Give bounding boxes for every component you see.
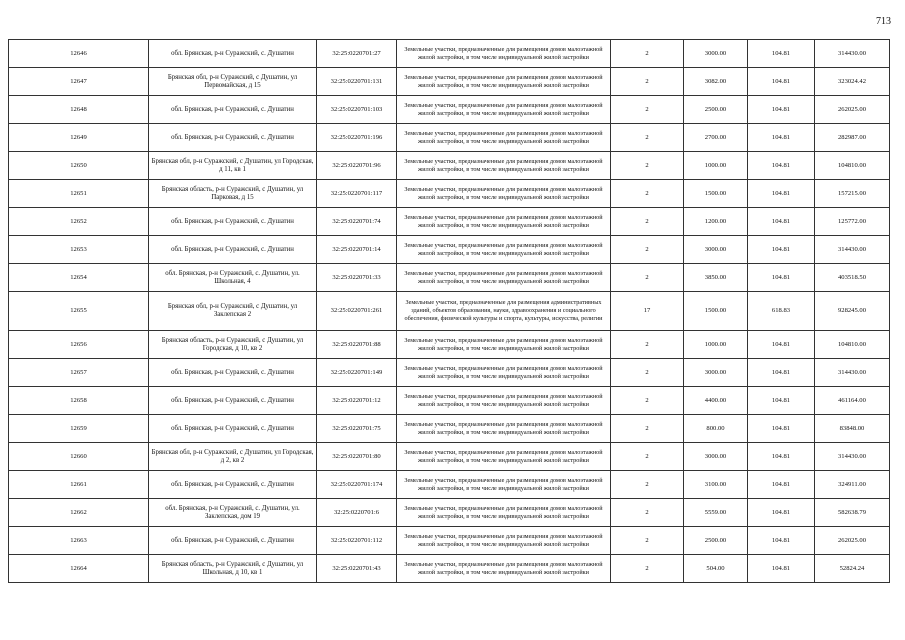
area-cell: 4400.00 bbox=[684, 387, 748, 415]
area-cell: 1000.00 bbox=[684, 152, 748, 180]
cadastral-number-cell: 32:25:0220701:174 bbox=[317, 471, 397, 499]
address-cell: Брянская обл, р-н Суражский, с Душатин, ул Заклепская 2 bbox=[149, 292, 317, 331]
cadastral-value-cell: 324911.00 bbox=[815, 471, 890, 499]
area-cell: 1200.00 bbox=[684, 208, 748, 236]
cadastral-number-cell: 32:25:0220701:149 bbox=[317, 359, 397, 387]
specific-value-cell: 618.83 bbox=[748, 292, 815, 331]
area-cell: 2500.00 bbox=[684, 527, 748, 555]
table-row bbox=[9, 40, 890, 68]
page-number: 713 bbox=[876, 16, 891, 27]
area-cell: 1000.00 bbox=[684, 331, 748, 359]
category-code-cell: 2 bbox=[611, 96, 684, 124]
row-number: 12657 bbox=[9, 359, 149, 387]
cadastral-value-cell: 157215.00 bbox=[815, 180, 890, 208]
specific-value-cell: 104.81 bbox=[748, 236, 815, 264]
address-cell: Брянская обл, р-н Суражский, с Душатин, ул Первомайская, д 15 bbox=[149, 68, 317, 96]
table-row bbox=[9, 415, 890, 443]
registry-table bbox=[8, 39, 890, 583]
cadastral-value-cell: 83848.00 bbox=[815, 415, 890, 443]
category-code-cell: 2 bbox=[611, 527, 684, 555]
area-cell: 1500.00 bbox=[684, 180, 748, 208]
land-use-type-cell: Земельные участки, предназначенные для размещения домов малоэтажной жилой застройки, в том числе индивидуальной жилой застройки bbox=[397, 40, 611, 68]
cadastral-value-cell: 323024.42 bbox=[815, 68, 890, 96]
row-number: 12653 bbox=[9, 236, 149, 264]
area-cell: 3000.00 bbox=[684, 443, 748, 471]
cadastral-value-cell: 282987.00 bbox=[815, 124, 890, 152]
specific-value-cell: 104.81 bbox=[748, 415, 815, 443]
category-code-cell: 2 bbox=[611, 359, 684, 387]
row-number: 12646 bbox=[9, 40, 149, 68]
table-row bbox=[9, 124, 890, 152]
category-code-cell: 2 bbox=[611, 471, 684, 499]
specific-value-cell: 104.81 bbox=[748, 40, 815, 68]
area-cell: 2500.00 bbox=[684, 96, 748, 124]
table-row bbox=[9, 527, 890, 555]
land-use-type-cell: Земельные участки, предназначенные для размещения домов малоэтажной жилой застройки, в том числе индивидуальной жилой застройки bbox=[397, 527, 611, 555]
address-cell: обл. Брянская, р-н Суражский, с. Душатин bbox=[149, 471, 317, 499]
category-code-cell: 2 bbox=[611, 387, 684, 415]
category-code-cell: 2 bbox=[611, 180, 684, 208]
table-row bbox=[9, 359, 890, 387]
cadastral-number-cell: 32:25:0220701:131 bbox=[317, 68, 397, 96]
row-number: 12662 bbox=[9, 499, 149, 527]
address-cell: обл. Брянская, р-н Суражский, с. Душатин bbox=[149, 40, 317, 68]
table-row bbox=[9, 387, 890, 415]
area-cell: 3000.00 bbox=[684, 40, 748, 68]
cadastral-number-cell: 32:25:0220701:261 bbox=[317, 292, 397, 331]
land-use-type-cell: Земельные участки, предназначенные для размещения домов малоэтажной жилой застройки, в том числе индивидуальной жилой застройки bbox=[397, 68, 611, 96]
specific-value-cell: 104.81 bbox=[748, 96, 815, 124]
land-use-type-cell: Земельные участки, предназначенные для размещения домов малоэтажной жилой застройки, в том числе индивидуальной жилой застройки bbox=[397, 208, 611, 236]
category-code-cell: 2 bbox=[611, 236, 684, 264]
cadastral-value-cell: 582638.79 bbox=[815, 499, 890, 527]
specific-value-cell: 104.81 bbox=[748, 499, 815, 527]
address-cell: обл. Брянская, р-н Суражский, с. Душатин bbox=[149, 415, 317, 443]
area-cell: 504.00 bbox=[684, 555, 748, 583]
table-row bbox=[9, 96, 890, 124]
cadastral-value-cell: 461164.00 bbox=[815, 387, 890, 415]
land-use-type-cell: Земельные участки, предназначенные для размещения домов малоэтажной жилой застройки, в том числе индивидуальной жилой застройки bbox=[397, 499, 611, 527]
specific-value-cell: 104.81 bbox=[748, 152, 815, 180]
specific-value-cell: 104.81 bbox=[748, 124, 815, 152]
address-cell: обл. Брянская, р-н Суражский, с. Душатин, ул. Заклепская, дом 19 bbox=[149, 499, 317, 527]
area-cell: 3850.00 bbox=[684, 264, 748, 292]
table-row bbox=[9, 443, 890, 471]
land-use-type-cell: Земельные участки, предназначенные для размещения домов малоэтажной жилой застройки, в том числе индивидуальной жилой застройки bbox=[397, 180, 611, 208]
cadastral-value-cell: 314430.00 bbox=[815, 359, 890, 387]
area-cell: 2700.00 bbox=[684, 124, 748, 152]
specific-value-cell: 104.81 bbox=[748, 264, 815, 292]
table-row bbox=[9, 499, 890, 527]
cadastral-value-cell: 104810.00 bbox=[815, 331, 890, 359]
table-row bbox=[9, 152, 890, 180]
land-use-type-cell: Земельные участки, предназначенные для размещения административных зданий, объектов образования, науки, здравоохранения и социального обеспечения, физической культуры и спорта, культуры, искусства, религии bbox=[397, 292, 611, 331]
category-code-cell: 2 bbox=[611, 40, 684, 68]
category-code-cell: 2 bbox=[611, 331, 684, 359]
cadastral-number-cell: 32:25:0220701:43 bbox=[317, 555, 397, 583]
table-row bbox=[9, 264, 890, 292]
area-cell: 3082.00 bbox=[684, 68, 748, 96]
specific-value-cell: 104.81 bbox=[748, 443, 815, 471]
address-cell: Брянская обл, р-н Суражский, с Душатин, ул Городская, д 11, кв 1 bbox=[149, 152, 317, 180]
land-use-type-cell: Земельные участки, предназначенные для размещения домов малоэтажной жилой застройки, в том числе индивидуальной жилой застройки bbox=[397, 96, 611, 124]
category-code-cell: 2 bbox=[611, 443, 684, 471]
row-number: 12659 bbox=[9, 415, 149, 443]
specific-value-cell: 104.81 bbox=[748, 68, 815, 96]
land-use-type-cell: Земельные участки, предназначенные для размещения домов малоэтажной жилой застройки, в том числе индивидуальной жилой застройки bbox=[397, 471, 611, 499]
row-number: 12658 bbox=[9, 387, 149, 415]
category-code-cell: 2 bbox=[611, 124, 684, 152]
row-number: 12656 bbox=[9, 331, 149, 359]
specific-value-cell: 104.81 bbox=[748, 180, 815, 208]
cadastral-number-cell: 32:25:0220701:88 bbox=[317, 331, 397, 359]
category-code-cell: 2 bbox=[611, 499, 684, 527]
row-number: 12663 bbox=[9, 527, 149, 555]
cadastral-number-cell: 32:25:0220701:103 bbox=[317, 96, 397, 124]
address-cell: Брянская область, р-н Суражский, с Душатин, ул Городская, д 10, кв 2 bbox=[149, 331, 317, 359]
category-code-cell: 17 bbox=[611, 292, 684, 331]
address-cell: обл. Брянская, р-н Суражский, с. Душатин bbox=[149, 387, 317, 415]
area-cell: 3100.00 bbox=[684, 471, 748, 499]
category-code-cell: 2 bbox=[611, 555, 684, 583]
address-cell: обл. Брянская, р-н Суражский, с. Душатин bbox=[149, 208, 317, 236]
land-use-type-cell: Земельные участки, предназначенные для размещения домов малоэтажной жилой застройки, в том числе индивидуальной жилой застройки bbox=[397, 387, 611, 415]
cadastral-number-cell: 32:25:0220701:74 bbox=[317, 208, 397, 236]
cadastral-value-cell: 403518.50 bbox=[815, 264, 890, 292]
address-cell: Брянская область, р-н Суражский, с Душатин, ул Парковая, д 15 bbox=[149, 180, 317, 208]
table-row bbox=[9, 555, 890, 583]
land-use-type-cell: Земельные участки, предназначенные для размещения домов малоэтажной жилой застройки, в том числе индивидуальной жилой застройки bbox=[397, 415, 611, 443]
land-use-type-cell: Земельные участки, предназначенные для размещения домов малоэтажной жилой застройки, в том числе индивидуальной жилой застройки bbox=[397, 124, 611, 152]
land-use-type-cell: Земельные участки, предназначенные для размещения домов малоэтажной жилой застройки, в том числе индивидуальной жилой застройки bbox=[397, 264, 611, 292]
table-row bbox=[9, 236, 890, 264]
cadastral-value-cell: 928245.00 bbox=[815, 292, 890, 331]
row-number: 12664 bbox=[9, 555, 149, 583]
category-code-cell: 2 bbox=[611, 415, 684, 443]
table-row bbox=[9, 208, 890, 236]
cadastral-value-cell: 52824.24 bbox=[815, 555, 890, 583]
row-number: 12651 bbox=[9, 180, 149, 208]
cadastral-number-cell: 32:25:0220701:12 bbox=[317, 387, 397, 415]
address-cell: обл. Брянская, р-н Суражский, с. Душатин bbox=[149, 96, 317, 124]
cadastral-number-cell: 32:25:0220701:96 bbox=[317, 152, 397, 180]
category-code-cell: 2 bbox=[611, 152, 684, 180]
cadastral-value-cell: 125772.00 bbox=[815, 208, 890, 236]
specific-value-cell: 104.81 bbox=[748, 331, 815, 359]
land-use-type-cell: Земельные участки, предназначенные для размещения домов малоэтажной жилой застройки, в том числе индивидуальной жилой застройки bbox=[397, 236, 611, 264]
registry-rows bbox=[9, 40, 890, 583]
cadastral-value-cell: 314430.00 bbox=[815, 40, 890, 68]
land-use-type-cell: Земельные участки, предназначенные для размещения домов малоэтажной жилой застройки, в том числе индивидуальной жилой застройки bbox=[397, 331, 611, 359]
row-number: 12652 bbox=[9, 208, 149, 236]
row-number: 12660 bbox=[9, 443, 149, 471]
cadastral-number-cell: 32:25:0220701:33 bbox=[317, 264, 397, 292]
cadastral-value-cell: 314430.00 bbox=[815, 443, 890, 471]
category-code-cell: 2 bbox=[611, 264, 684, 292]
row-number: 12654 bbox=[9, 264, 149, 292]
specific-value-cell: 104.81 bbox=[748, 359, 815, 387]
row-number: 12655 bbox=[9, 292, 149, 331]
address-cell: обл. Брянская, р-н Суражский, с. Душатин, ул. Школьная, 4 bbox=[149, 264, 317, 292]
cadastral-number-cell: 32:25:0220701:196 bbox=[317, 124, 397, 152]
cadastral-value-cell: 104810.00 bbox=[815, 152, 890, 180]
area-cell: 5559.00 bbox=[684, 499, 748, 527]
specific-value-cell: 104.81 bbox=[748, 387, 815, 415]
table-row bbox=[9, 331, 890, 359]
category-code-cell: 2 bbox=[611, 68, 684, 96]
cadastral-number-cell: 32:25:0220701:6 bbox=[317, 499, 397, 527]
cadastral-number-cell: 32:25:0220701:14 bbox=[317, 236, 397, 264]
row-number: 12647 bbox=[9, 68, 149, 96]
land-use-type-cell: Земельные участки, предназначенные для размещения домов малоэтажной жилой застройки, в том числе индивидуальной жилой застройки bbox=[397, 555, 611, 583]
address-cell: обл. Брянская, р-н Суражский, с. Душатин bbox=[149, 359, 317, 387]
specific-value-cell: 104.81 bbox=[748, 471, 815, 499]
row-number: 12661 bbox=[9, 471, 149, 499]
row-number: 12648 bbox=[9, 96, 149, 124]
specific-value-cell: 104.81 bbox=[748, 527, 815, 555]
cadastral-number-cell: 32:25:0220701:80 bbox=[317, 443, 397, 471]
cadastral-number-cell: 32:25:0220701:27 bbox=[317, 40, 397, 68]
table-row bbox=[9, 292, 890, 331]
land-use-type-cell: Земельные участки, предназначенные для размещения домов малоэтажной жилой застройки, в том числе индивидуальной жилой застройки bbox=[397, 359, 611, 387]
row-number: 12650 bbox=[9, 152, 149, 180]
cadastral-number-cell: 32:25:0220701:75 bbox=[317, 415, 397, 443]
address-cell: Брянская область, р-н Суражский, с Душатин, ул Школьная, д 10, кв 1 bbox=[149, 555, 317, 583]
land-use-type-cell: Земельные участки, предназначенные для размещения домов малоэтажной жилой застройки, в том числе индивидуальной жилой застройки bbox=[397, 443, 611, 471]
row-number: 12649 bbox=[9, 124, 149, 152]
specific-value-cell: 104.81 bbox=[748, 555, 815, 583]
address-cell: Брянская обл, р-н Суражский, с Душатин, ул Городская, д 2, кв 2 bbox=[149, 443, 317, 471]
area-cell: 800.00 bbox=[684, 415, 748, 443]
cadastral-number-cell: 32:25:0220701:117 bbox=[317, 180, 397, 208]
cadastral-value-cell: 262025.00 bbox=[815, 96, 890, 124]
area-cell: 3000.00 bbox=[684, 236, 748, 264]
category-code-cell: 2 bbox=[611, 208, 684, 236]
area-cell: 1500.00 bbox=[684, 292, 748, 331]
table-row bbox=[9, 471, 890, 499]
land-use-type-cell: Земельные участки, предназначенные для размещения домов малоэтажной жилой застройки, в том числе индивидуальной жилой застройки bbox=[397, 152, 611, 180]
address-cell: обл. Брянская, р-н Суражский, с. Душатин bbox=[149, 124, 317, 152]
table-row bbox=[9, 180, 890, 208]
specific-value-cell: 104.81 bbox=[748, 208, 815, 236]
table-row bbox=[9, 68, 890, 96]
area-cell: 3000.00 bbox=[684, 359, 748, 387]
cadastral-value-cell: 262025.00 bbox=[815, 527, 890, 555]
cadastral-number-cell: 32:25:0220701:112 bbox=[317, 527, 397, 555]
address-cell: обл. Брянская, р-н Суражский, с. Душатин bbox=[149, 236, 317, 264]
address-cell: обл. Брянская, р-н Суражский, с. Душатин bbox=[149, 527, 317, 555]
cadastral-value-cell: 314430.00 bbox=[815, 236, 890, 264]
